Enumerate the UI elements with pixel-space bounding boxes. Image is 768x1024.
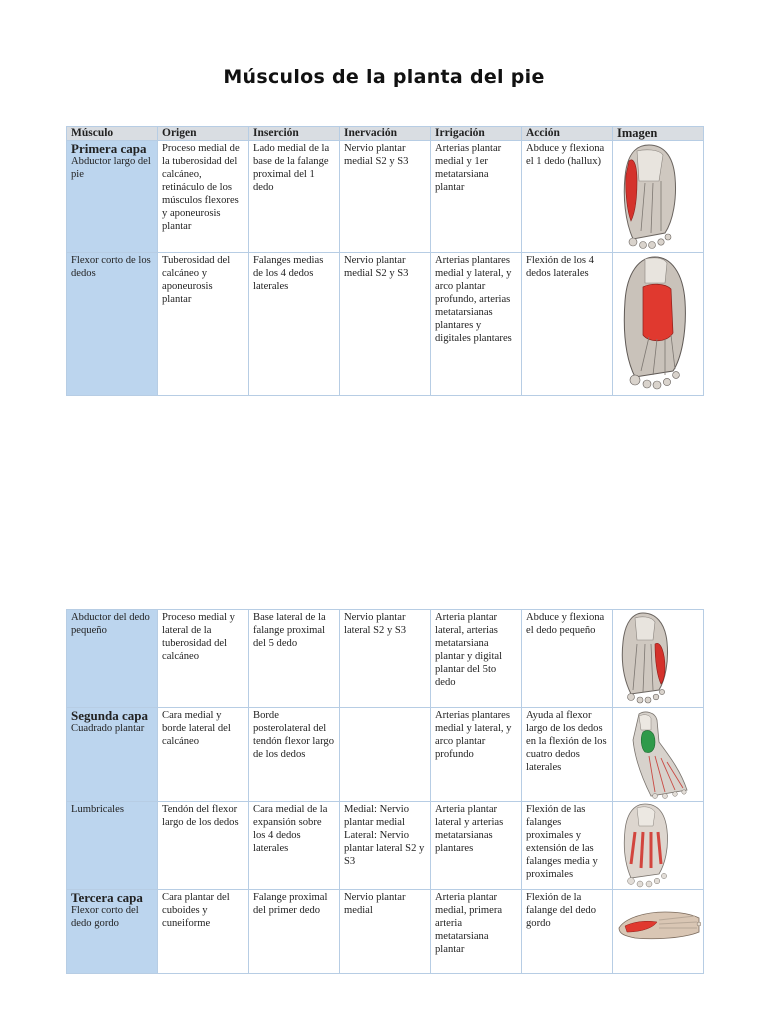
insertion-cell: Falanges medias de los 4 dedos laterales [249, 253, 340, 396]
action-cell: Abduce y flexiona el dedo pequeño [522, 610, 613, 708]
image-cell [613, 802, 704, 890]
table-row [67, 802, 704, 890]
irrigation-cell: Arteria plantar medial, primera arteria metatarsiana plantar [431, 890, 522, 974]
insertion-cell: Borde posterolateral del tendón flexor largo de los dedos [249, 708, 340, 802]
irrigation-cell: Arterias plantares medial y lateral, y arco plantar profundo [431, 708, 522, 802]
action-cell: Flexión de los 4 dedos laterales [522, 253, 613, 396]
muscle-cell [67, 890, 158, 974]
irrigation-cell: Arterias plantar medial y 1er metatarsiana plantar [431, 141, 522, 253]
header-origin: Origen [158, 127, 249, 141]
foot-muscle-illustration [615, 253, 695, 393]
header-insertion: Inserción [249, 127, 340, 141]
header-action: Acción [522, 127, 613, 141]
insertion-cell: Lado medial de la base de la falange proximal del 1 dedo [249, 141, 340, 253]
table-row [67, 708, 704, 802]
innervation-cell: Nervio plantar medial [340, 890, 431, 974]
muscle-name: Lumbricales [71, 804, 124, 815]
innervation-cell: Nervio plantar medial S2 y S3 [340, 253, 431, 396]
muscle-name: Abductor largo del pie [71, 156, 151, 180]
irrigation-cell: Arterias plantares medial y lateral, y arco plantar profundo, arterias metatarsianas plantares y digitales plantares [431, 253, 522, 396]
origin-cell: Proceso medial de la tuberosidad del calcáneo, retináculo de los músculos flexores y aponeurosis plantar [158, 141, 249, 253]
muscle-cell [67, 141, 158, 253]
foot-muscle-illustration [615, 610, 675, 705]
insertion-cell: Cara medial de la expansión sobre los 4 dedos laterales [249, 802, 340, 890]
page-title: Músculos de la planta del pie [223, 66, 545, 88]
action-cell: Abduce y flexiona el 1 dedo (hallux) [522, 141, 613, 253]
image-cell [613, 253, 704, 396]
muscle-table-2 [66, 609, 704, 974]
header-innervation: Inervación [340, 127, 431, 141]
layer-label: Segunda capa [71, 708, 148, 723]
table-header-row [67, 127, 704, 141]
innervation-cell: Nervio plantar medial S2 y S3 [340, 141, 431, 253]
header-irrigation: Irrigación [431, 127, 522, 141]
origin-cell: Proceso medial y lateral de la tuberosidad del calcáneo [158, 610, 249, 708]
table-row [67, 890, 704, 974]
foot-muscle-illustration [615, 141, 685, 251]
muscle-cell [67, 708, 158, 802]
innervation-cell: Medial: Nervio plantar medial Lateral: Nervio plantar lateral S2 y S3 [340, 802, 431, 890]
muscle-name: Abductor del dedo pequeño [71, 612, 150, 636]
foot-muscle-illustration [615, 708, 701, 800]
origin-cell: Tuberosidad del calcáneo y aponeurosis plantar [158, 253, 249, 396]
action-cell: Flexión de las falanges proximales y extensión de las falanges media y proximales [522, 802, 613, 890]
muscle-cell [67, 610, 158, 708]
muscle-name: Cuadrado plantar [71, 723, 145, 734]
muscle-name: Flexor corto de los dedos [71, 255, 151, 279]
action-cell: Ayuda al flexor largo de los dedos en la flexión de los cuatro dedos laterales [522, 708, 613, 802]
image-cell [613, 141, 704, 253]
muscle-cell [67, 253, 158, 396]
header-image: Imagen [613, 127, 704, 141]
layer-label: Primera capa [71, 141, 147, 156]
origin-cell: Tendón del flexor largo de los dedos [158, 802, 249, 890]
origin-cell: Cara medial y borde lateral del calcáneo [158, 708, 249, 802]
muscle-table-1 [66, 126, 704, 396]
layer-label: Tercera capa [71, 890, 143, 905]
foot-muscle-illustration [615, 802, 679, 888]
muscle-cell [67, 802, 158, 890]
image-cell [613, 610, 704, 708]
foot-muscle-illustration [615, 890, 701, 950]
origin-cell: Cara plantar del cuboides y cuneiforme [158, 890, 249, 974]
action-cell: Flexión de la falange del dedo gordo [522, 890, 613, 974]
muscle-name: Flexor corto del dedo gordo [71, 905, 139, 929]
innervation-cell: Nervio plantar lateral S2 y S3 [340, 610, 431, 708]
image-cell [613, 890, 704, 974]
insertion-cell: Base lateral de la falange proximal del 5 dedo [249, 610, 340, 708]
insertion-cell: Falange proximal del primer dedo [249, 890, 340, 974]
innervation-cell [340, 708, 431, 802]
table-row [67, 610, 704, 708]
image-cell [613, 708, 704, 802]
header-muscle: Músculo [67, 127, 158, 141]
irrigation-cell: Arteria plantar lateral y arterias metatarsianas plantares [431, 802, 522, 890]
irrigation-cell: Arteria plantar lateral, arterias metatarsiana plantar y digital plantar del 5to dedo [431, 610, 522, 708]
table-row [67, 141, 704, 253]
table-row [67, 253, 704, 396]
